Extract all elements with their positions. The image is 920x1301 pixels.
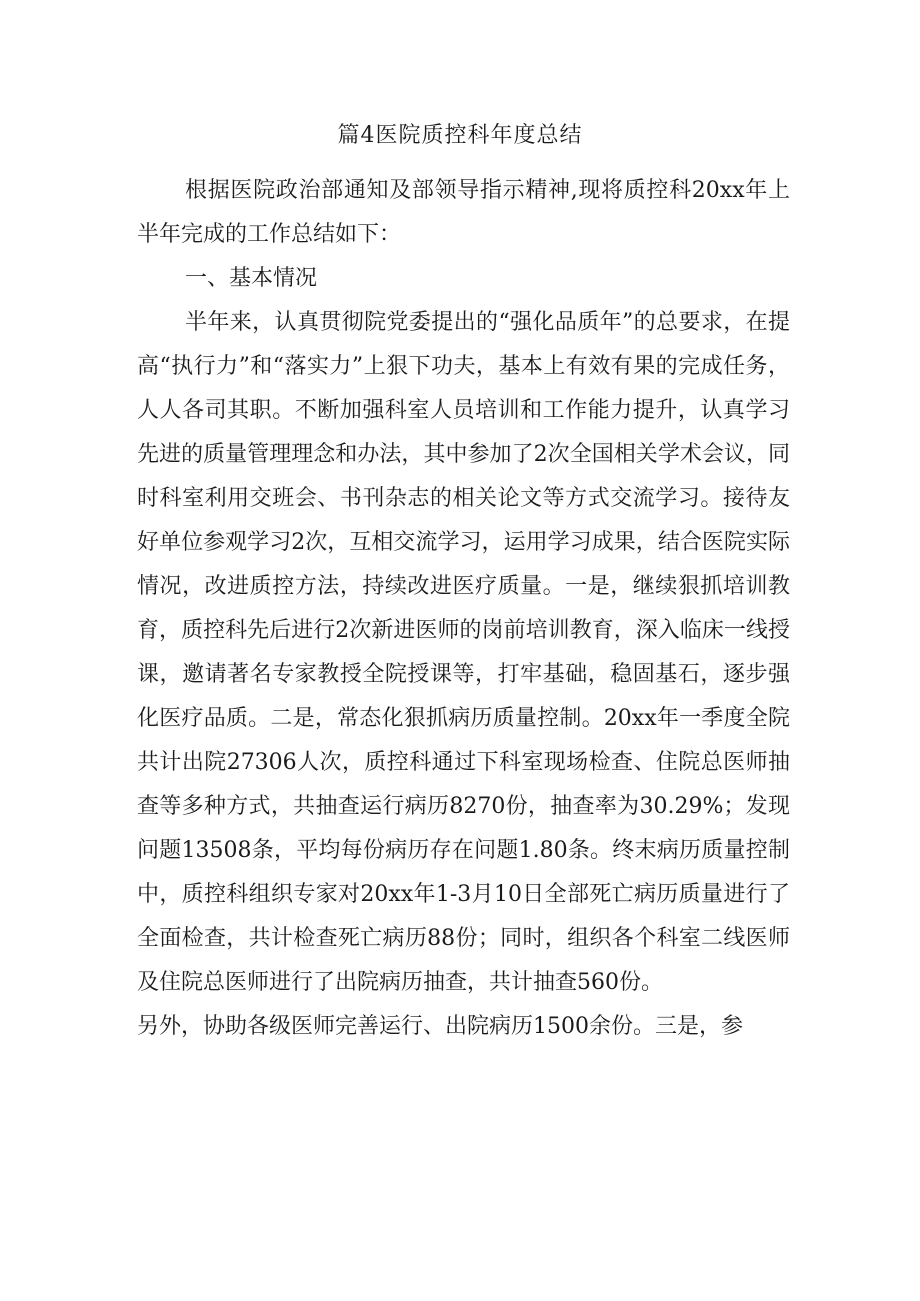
continuation-paragraph: 另外，协助各级医师完善运行、出院病历1500余份。三是，参: [137, 1014, 743, 1039]
document-title: 篇4医院质控科年度总结: [337, 123, 583, 148]
intro-paragraph: 根据医院政治部通知及部领导指示精神,现将质控科20xx年上半年完成的工作总结如下：: [137, 178, 790, 247]
main-paragraph: 半年来，认真贯彻院党委提出的“强化品质年”的总要求，在提高“执行力”和“落实力”上狠下功夫，基本上有效有果的完成任务，人人各司其职。不断加强科室人员培训和工作能力提升，认真学习先进的质量管理理念和办法，其中参加了2次全国相关学术会议，同时科室利用交班会、书刊杂志的相关论文等方式交流学习。接待友好单位参观学习2次，互相交流学习，运用学习成果，结合医院实际情况，改进质控方法，持续改进医疗质量。一是，继续狠抓培训教育，质控科先后进行2次新进医师的岗前培训教育，深入临床一线授课，邀请著名专家教授全院授课等，打牢基础，稳固基石，逐步强化医疗品质。二是，常态化狠抓病历质量控制。20xx年一季度全院共计出院27306人次，质控科通过下科室现场检查、住院总医师抽查等多种方式，共抽查运行病历8270份，抽查率为30.29%；发现问题13508条，平均每份病历存在问题1.80条。终末病历质量控制中，质控科组织专家对20xx年1-3月10日全部死亡病历质量进行了全面检查，共计检查死亡病历88份；同时，组织各个科室二线医师及住院总医师进行了出院病历抽查，共计抽查560份。: [137, 310, 790, 995]
document-body: [137, 169, 790, 1049]
section-heading-basic-situation: 一、基本情况: [185, 266, 318, 291]
